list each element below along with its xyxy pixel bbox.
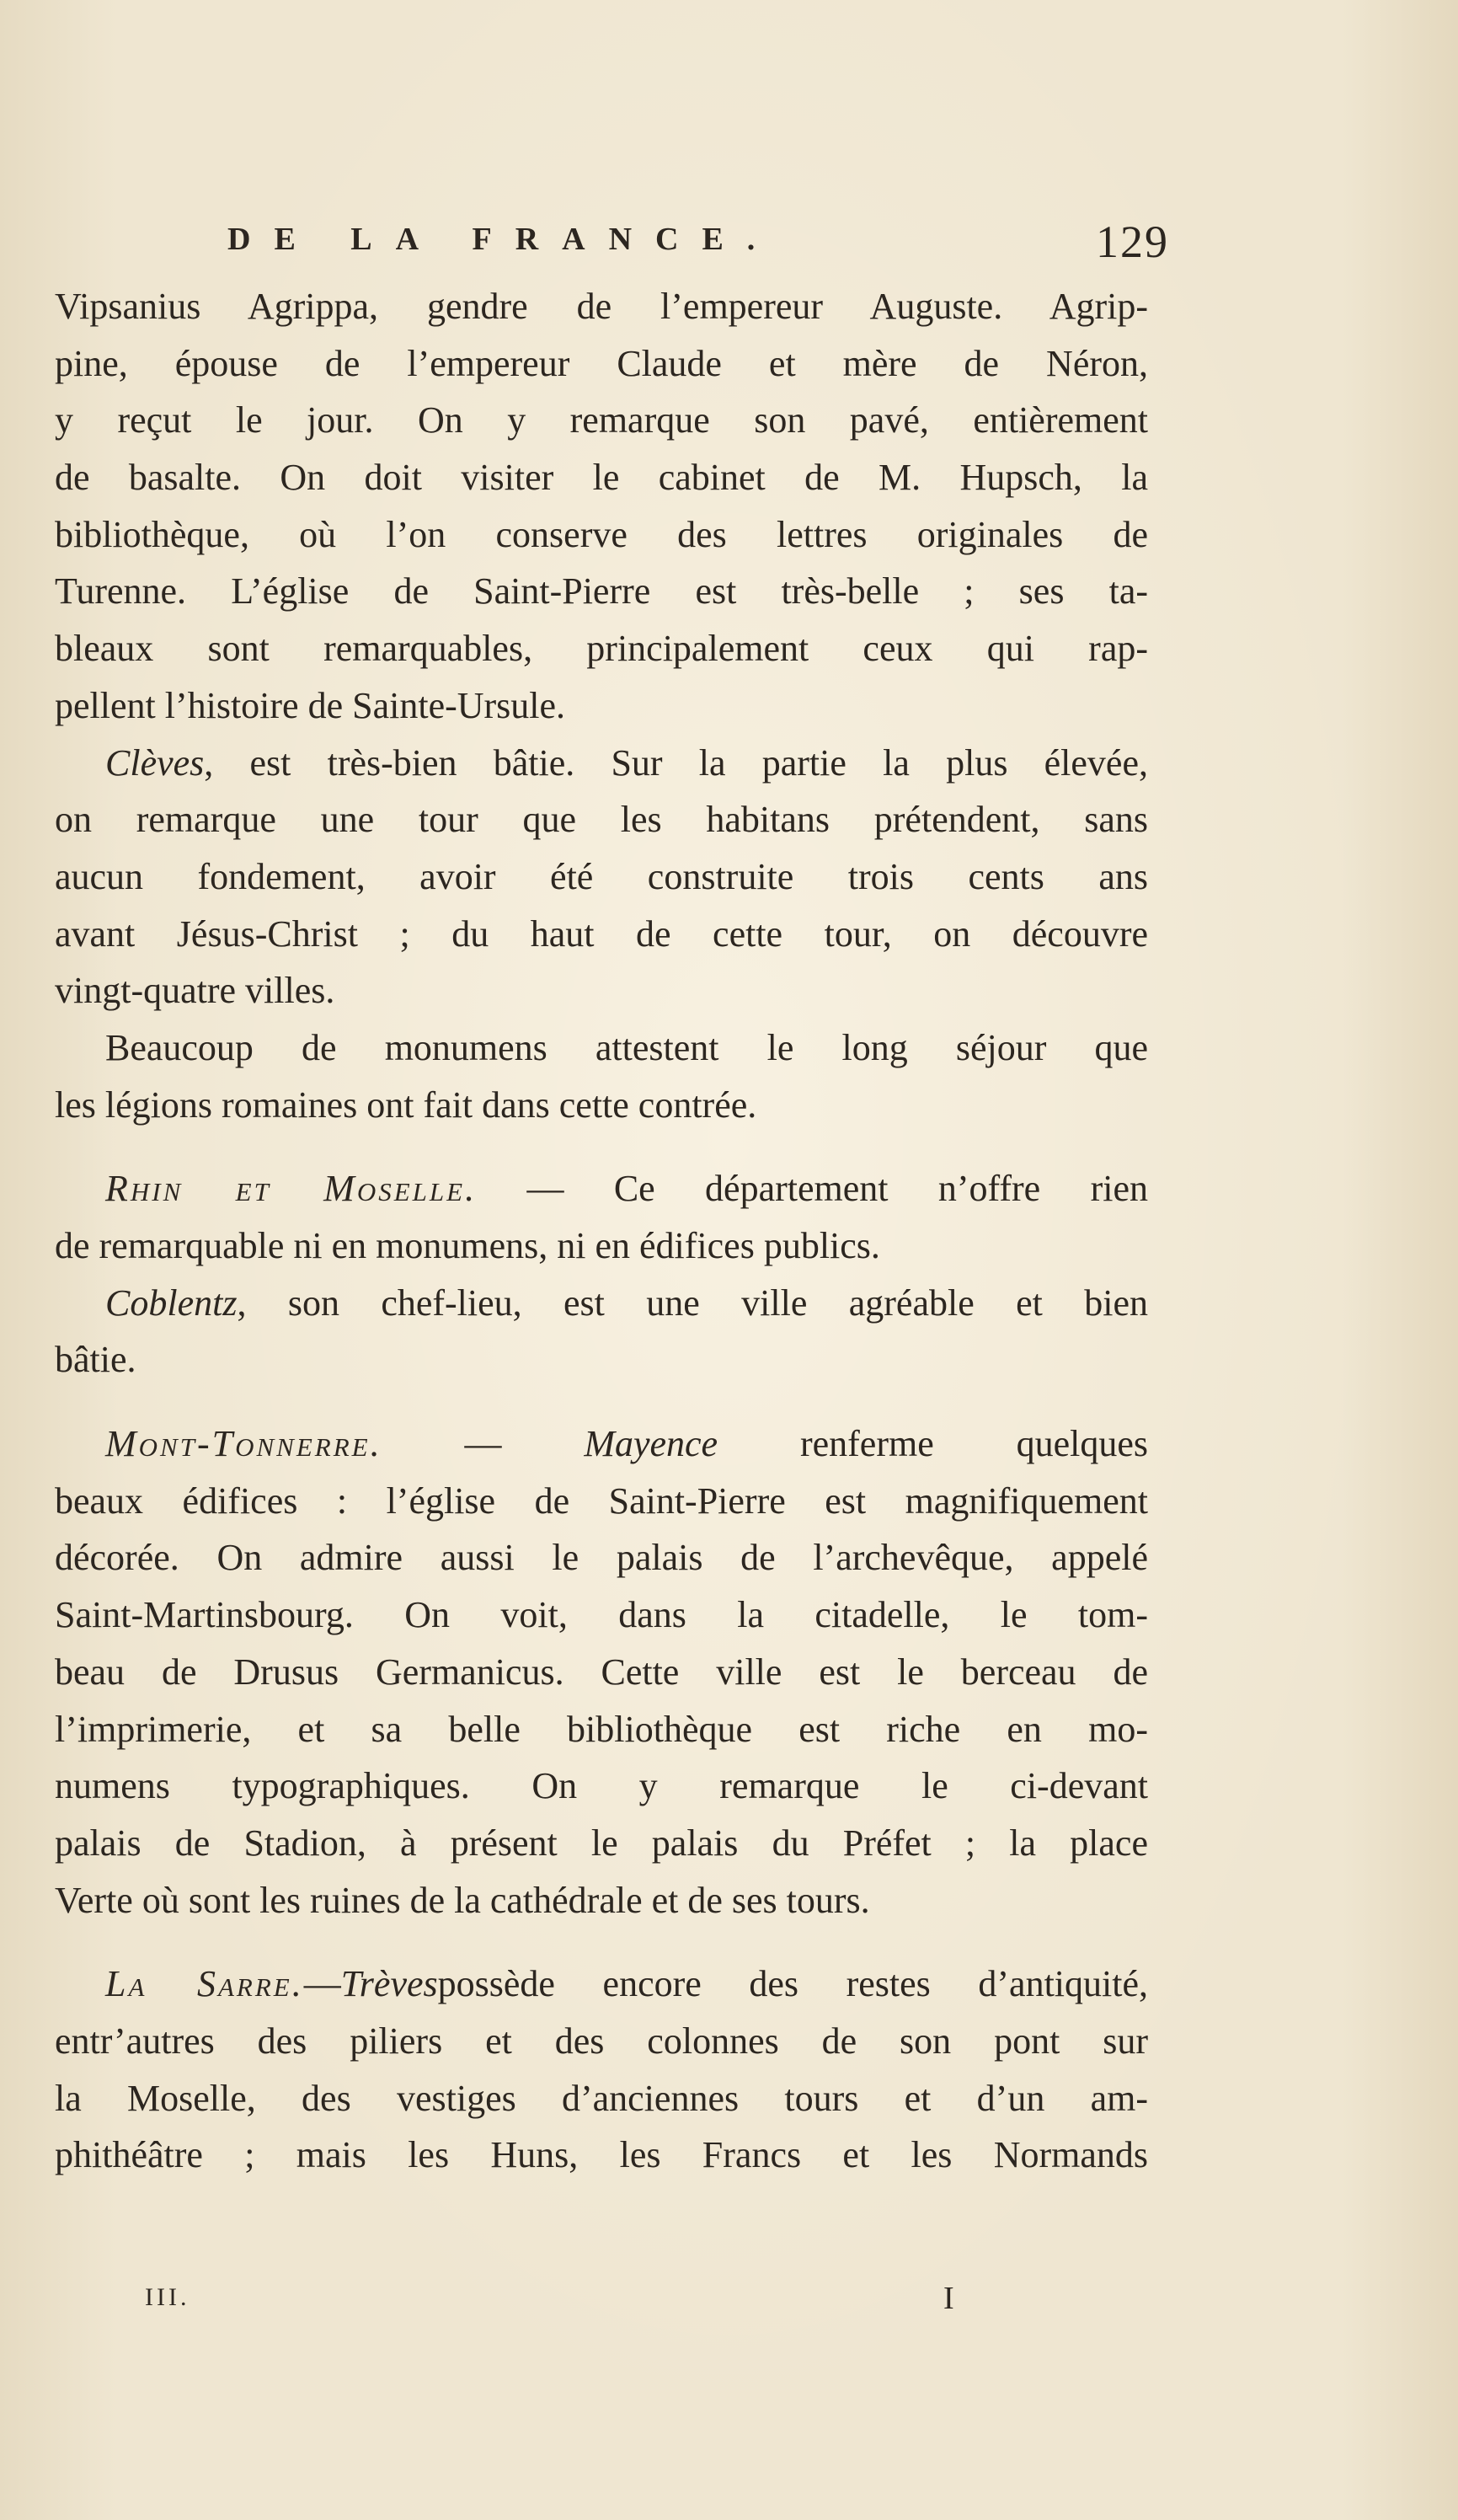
text-run: renferme quelques: [718, 1423, 1148, 1465]
text-line: pellent l’histoire de Sainte-Ursule.: [55, 684, 566, 726]
section-gap: [55, 1133, 1148, 1160]
paragraph: [55, 1956, 1148, 2184]
department-heading: Mont-Tonnerre.: [105, 1423, 382, 1465]
paragraph: [55, 1415, 1148, 1929]
text-line: [55, 1160, 1148, 1217]
text-line: Verte où sont les ruines de la cathédrale et de ses tours.: [55, 1879, 870, 1921]
text-line: l’imprimerie, et sa belle bibliothèque est riche en mo-: [55, 1708, 1148, 1750]
em-dash: —: [382, 1423, 585, 1465]
paragraph: [55, 735, 1148, 1019]
text-line: beau de Drusus Germanicus. Cette ville est le berceau de: [55, 1651, 1148, 1693]
text-line: numens typographiques. On y remarque le ci-devant: [55, 1765, 1148, 1807]
running-head: [227, 217, 1169, 271]
running-title: DE LA FRANCE.: [227, 222, 779, 257]
text-line: bâtie.: [55, 1339, 136, 1381]
place-name: Coblentz: [105, 1281, 238, 1324]
text-line: bibliothèque, où l’on conserve des lettres originales de: [55, 513, 1148, 555]
text-line: les légions romaines ont fait dans cette contrée.: [55, 1083, 757, 1126]
text-line: avant Jésus-Christ ; du haut de cette tour, on découvre: [55, 912, 1148, 955]
place-name: Trèves: [340, 1963, 438, 2005]
department-heading: La Sarre.: [105, 1963, 304, 2005]
page-number: 129: [1096, 217, 1169, 267]
paragraph: [55, 1019, 1148, 1133]
text-line: vingt-quatre villes.: [55, 970, 335, 1012]
place-name: Mayence: [584, 1423, 718, 1465]
text-line: [55, 1275, 1148, 1332]
volume-number: III.: [145, 2283, 190, 2311]
body-text: [55, 278, 1148, 2184]
text-run: , est très-bien bâtie. Sur la partie la plus élevée,: [204, 741, 1148, 784]
section-gap: [55, 1388, 1148, 1415]
text-line: Turenne. L’église de Saint-Pierre est très-belle ; ses ta-: [55, 570, 1148, 613]
text-line: décorée. On admire aussi le palais de l’archevêque, appelé: [55, 1537, 1148, 1579]
text-line: [55, 1415, 1148, 1473]
text-line: palais de Stadion, à présent le palais du Préfet ; la place: [55, 1822, 1148, 1864]
page-footer: [0, 2283, 1458, 2334]
section-gap: [55, 1929, 1148, 1956]
text-line: pine, épouse de l’empereur Claude et mère de Néron,: [55, 342, 1148, 384]
department-heading: Rhin et Moselle.: [105, 1168, 478, 1210]
text-line: [55, 1956, 1148, 2013]
text-line: entr’autres des piliers et des colonnes de son pont sur: [55, 2020, 1148, 2062]
signature-mark: I: [943, 2281, 954, 2316]
text-line: aucun fondement, avoir été construite trois cents ans: [55, 855, 1148, 897]
text-line: beaux édifices : l’église de Saint-Pierre est magnifiquement: [55, 1479, 1148, 1522]
text-line: Vipsanius Agrippa, gendre de l’empereur Auguste. Agrip-: [55, 286, 1148, 327]
text-run: — Ce département n’offre rien: [477, 1168, 1148, 1210]
paragraph: [55, 278, 1148, 735]
text-line: on remarque une tour que les habitans prétendent, sans: [55, 799, 1148, 841]
paragraph: [55, 1275, 1148, 1388]
text-line: phithéâtre ; mais les Huns, les Francs et les Normands: [55, 2134, 1148, 2176]
text-line: Beaucoup de monumens attestent le long séjour que: [105, 1026, 1148, 1068]
text-run: , son chef-lieu, est une ville agréable et bien: [237, 1281, 1148, 1324]
text-line: [55, 735, 1148, 792]
paragraph: [55, 1160, 1148, 1274]
text-line: Saint-Martinsbourg. On voit, dans la citadelle, le tom-: [55, 1594, 1148, 1636]
text-line: la Moselle, des vestiges d’anciennes tours et d’un am-: [55, 2077, 1148, 2119]
text-line: y reçut le jour. On y remarque son pavé, entièrement: [55, 399, 1148, 441]
text-run: possède encore des restes d’antiquité,: [437, 1963, 1148, 2005]
text-line: de remarquable ni en monumens, ni en édifices publics.: [55, 1225, 880, 1266]
text-line: bleaux sont remarquables, principalement ceux qui rap-: [55, 628, 1148, 670]
em-dash: —: [303, 1963, 341, 2005]
place-name: Clèves: [105, 741, 205, 784]
text-line: de basalte. On doit visiter le cabinet de M. Hupsch, la: [55, 457, 1148, 499]
